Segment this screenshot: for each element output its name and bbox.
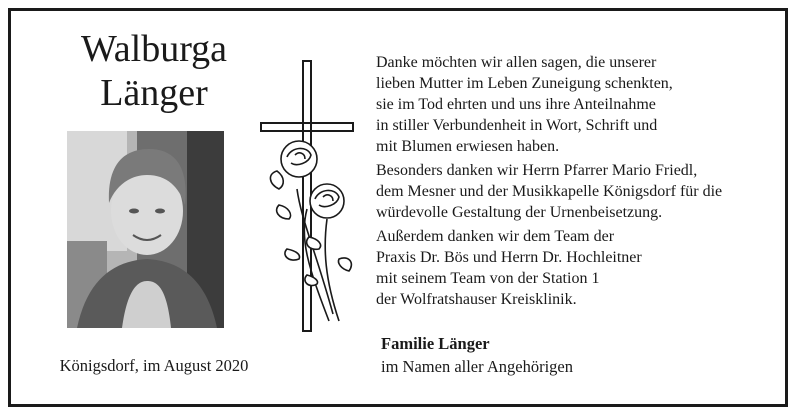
text-line: sie im Tod ehrten und uns ihre Anteilnahme	[376, 96, 656, 113]
text-line: dem Mesner und der Musikkapelle Königsdorf für die	[376, 183, 723, 200]
deceased-name	[39, 27, 269, 115]
text-line: Praxis Dr. Bös und Herrn Dr. Hochleitner	[376, 249, 642, 266]
signature-subtitle: im Namen aller Angehörigen	[381, 357, 573, 376]
last-name: Länger	[100, 72, 208, 114]
place-and-date: Königsdorf, im August 2020	[59, 356, 249, 375]
thank-you-text	[376, 52, 786, 313]
paragraph-clinic	[376, 226, 786, 310]
signature-name: Familie Länger	[381, 334, 490, 353]
text-line: Besonders danken wir Herrn Pfarrer Mario Friedl,	[376, 162, 698, 179]
text-line: mit Blumen erwiesen haben.	[376, 138, 560, 155]
paragraph-pastor	[376, 160, 786, 223]
cross-with-roses-icon	[259, 59, 359, 339]
obituary-notice	[8, 8, 788, 407]
paragraph-thanks	[376, 52, 786, 157]
portrait-photo	[67, 131, 224, 328]
first-name: Walburga	[80, 28, 228, 70]
text-line: lieben Mutter im Leben Zuneigung schenkten,	[376, 75, 673, 92]
text-line: in stiller Verbundenheit in Wort, Schrift und	[376, 117, 658, 134]
signature	[381, 332, 573, 378]
text-line: Danke möchten wir allen sagen, die unserer	[376, 54, 657, 71]
text-line: mit seinem Team von der Station 1	[376, 270, 600, 287]
text-line: Außerdem danken wir dem Team der	[376, 228, 615, 245]
text-line: der Wolfratshauser Kreisklinik.	[376, 291, 577, 308]
text-line: würdevolle Gestaltung der Urnenbeisetzung.	[376, 204, 663, 221]
